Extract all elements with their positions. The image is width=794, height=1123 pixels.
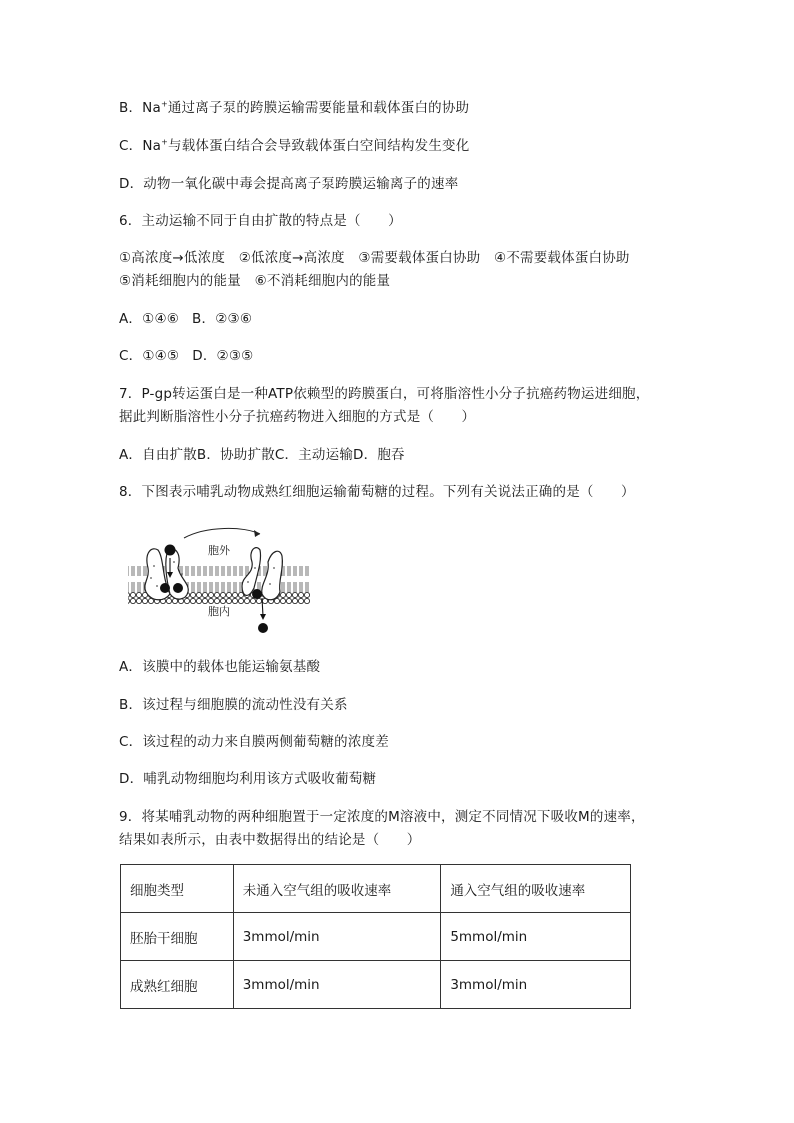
table-cell: 成熟红细胞 bbox=[121, 961, 234, 1009]
q6-option-d: D．②③⑤ bbox=[192, 348, 254, 364]
glucose-molecule-bound-2 bbox=[173, 583, 183, 593]
q5-option-c bbox=[119, 137, 469, 155]
table-header-cell: 细胞类型 bbox=[121, 865, 234, 913]
table-cell: 3mmol/min bbox=[441, 961, 631, 1009]
q6-option-c: C．①④⑤ bbox=[119, 348, 180, 364]
q6-options-row-1 bbox=[119, 310, 252, 328]
q8-stem: 8．下图表示哺乳动物成熟红细胞运输葡萄糖的过程。下列有关说法正确的是（ ） bbox=[119, 484, 635, 500]
glucose-molecule-bound-3 bbox=[252, 589, 262, 599]
glucose-molecule-inside bbox=[258, 623, 268, 633]
table-header-cell: 未通入空气组的吸收速率 bbox=[233, 865, 441, 913]
q8-option-c: C．该过程的动力来自膜两侧葡萄糖的浓度差 bbox=[119, 734, 389, 750]
glucose-molecule-outside bbox=[165, 545, 176, 556]
q5-option-b-prefix: B．Na bbox=[119, 100, 161, 116]
table-header-row bbox=[121, 865, 631, 913]
q6-options-row-2 bbox=[119, 347, 253, 365]
table-cell: 5mmol/min bbox=[441, 913, 631, 961]
q6-option-b: B．②③⑥ bbox=[192, 311, 253, 327]
q8-option-b: B．该过程与细胞膜的流动性没有关系 bbox=[119, 697, 348, 713]
table-header-cell: 通入空气组的吸收速率 bbox=[441, 865, 631, 913]
q8-option-a: A．该膜中的载体也能运输氨基酸 bbox=[119, 659, 321, 675]
q5-option-c-text: 与载体蛋白结合会导致载体蛋白空间结构发生变化 bbox=[168, 138, 470, 154]
q7-options: A．自由扩散B．协助扩散C．主动运输D．胞吞 bbox=[119, 447, 405, 463]
table-cell: 胚胎干细胞 bbox=[121, 913, 234, 961]
label-outside: 胞外 bbox=[208, 544, 230, 557]
table-cell: 3mmol/min bbox=[233, 913, 441, 961]
q7-stem-line-2: 据此判断脂溶性小分子抗癌药物进入细胞的方式是（ ） bbox=[119, 409, 476, 425]
q5-option-b-text: 通过离子泵的跨膜运输需要能量和载体蛋白的协助 bbox=[167, 100, 470, 116]
table-row bbox=[121, 961, 631, 1009]
q9-stem-line-2: 结果如表所示，由表中数据得出的结论是（ ） bbox=[119, 832, 421, 848]
membrane-diagram bbox=[124, 522, 314, 638]
q6-stem: 6．主动运输不同于自由扩散的特点是（ ） bbox=[119, 213, 402, 229]
q7-stem-line-1: 7．P-gp转运蛋白是一种ATP依赖型的跨膜蛋白，可将脂溶性小分子抗癌药物运进细胞， bbox=[119, 386, 650, 402]
conformation-arrow bbox=[184, 528, 260, 538]
absorption-rate-table bbox=[120, 864, 631, 1009]
q5-option-c-prefix: C．Na bbox=[119, 138, 162, 154]
q6-items-line-1: ①高浓度→低浓度 ②低浓度→高浓度 ③需要载体蛋白协助 ④不需要载体蛋白协助 bbox=[119, 250, 630, 266]
q5-option-c-superscript: + bbox=[161, 137, 169, 147]
q9-stem-line-1: 9．将某哺乳动物的两种细胞置于一定浓度的M溶液中，测定不同情况下吸收M的速率， bbox=[119, 809, 645, 825]
table-cell: 3mmol/min bbox=[233, 961, 441, 1009]
q5-option-b bbox=[119, 99, 469, 117]
q6-items-line-2: ⑤消耗细胞内的能量 ⑥不消耗细胞内的能量 bbox=[119, 273, 391, 289]
q8-option-d: D．哺乳动物细胞均利用该方式吸收葡萄糖 bbox=[119, 771, 377, 787]
q5-option-d: D．动物一氧化碳中毒会提高离子泵跨膜运输离子的速率 bbox=[119, 176, 459, 192]
table-row bbox=[121, 913, 631, 961]
q5-option-b-superscript: + bbox=[160, 99, 168, 109]
q6-option-a: A．①④⑥ bbox=[119, 311, 180, 327]
membrane-transport-figure bbox=[124, 522, 314, 638]
glucose-molecule-bound-1 bbox=[160, 583, 170, 593]
label-inside: 胞内 bbox=[208, 605, 230, 618]
